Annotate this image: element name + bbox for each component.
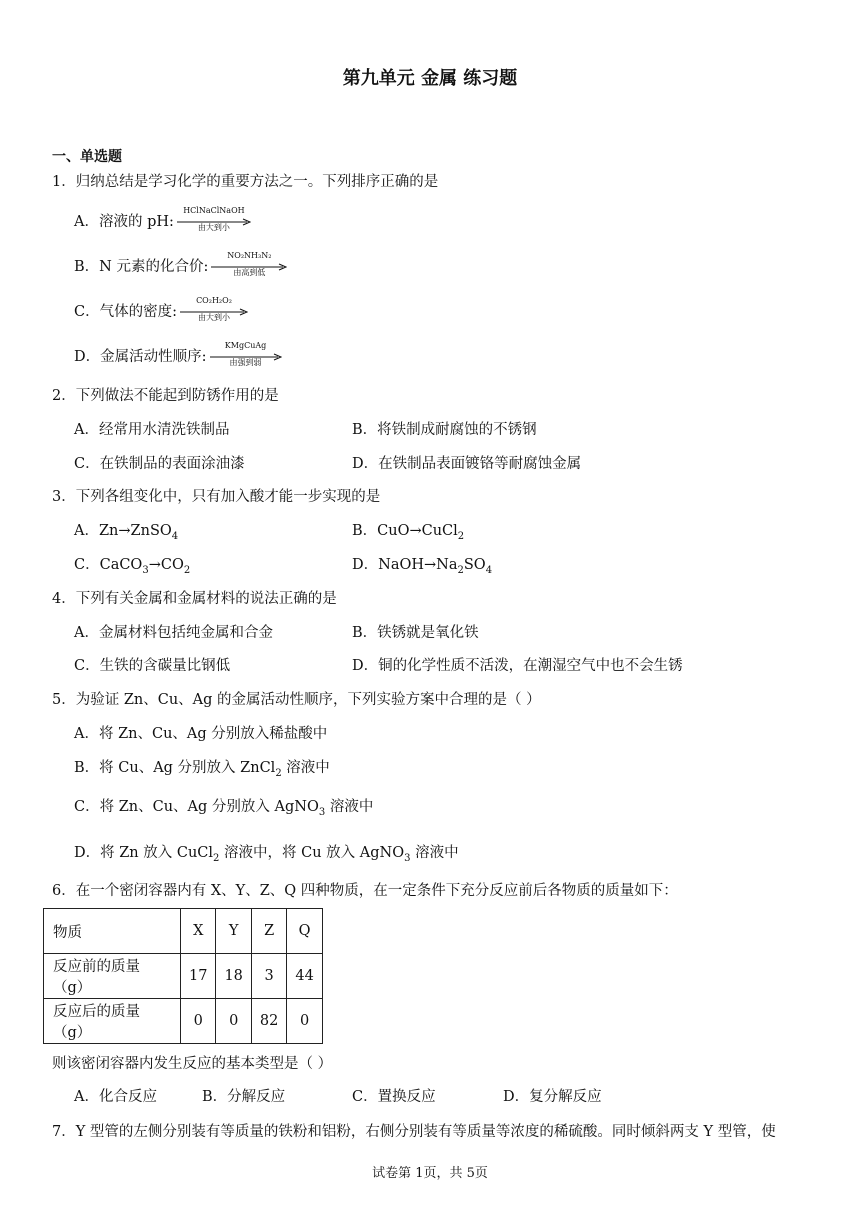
arrow-bottom-text: 由强到弱: [229, 358, 262, 367]
q1-option-b-label: B．N 元素的化合价:: [74, 259, 209, 275]
q1-option-c-label: C．气体的密度:: [74, 304, 177, 320]
table-cell: 0: [287, 999, 322, 1044]
q4-option-c: C．生铁的含碳量比钢低: [74, 658, 231, 674]
arrow-top-text: HClNaClNaOH: [183, 206, 245, 215]
table-cell: 18: [216, 954, 251, 999]
q3-option-d: [352, 555, 492, 575]
q4-option-b: B．铁锈就是氧化铁: [352, 625, 479, 641]
mass-table: [43, 908, 323, 1044]
question-1-stem: 1．归纳总结是学习化学的重要方法之一。下列排序正确的是: [52, 174, 439, 190]
table-cell: X: [181, 909, 216, 954]
table-row: [44, 909, 323, 954]
table-cell: 82: [251, 999, 286, 1044]
reaction-arrow-icon: [180, 296, 248, 322]
q1-option-d: [74, 341, 282, 367]
q5-b-text: B．将 Cu、Ag 分别放入 ZnCl: [74, 760, 276, 776]
q3-c-text: →CO: [148, 557, 184, 573]
q5-option-b: [74, 758, 330, 778]
q5-d-text: 溶液中，将 Cu 放入 AgNO: [219, 845, 405, 861]
q3-option-c: [74, 555, 190, 575]
q3-d-text: SO: [463, 557, 486, 573]
section-heading: 一、单选题: [52, 149, 122, 165]
page-footer: 试卷第 1页，共 5页: [372, 1166, 488, 1181]
reaction-arrow-icon: [210, 341, 282, 367]
subscript: 3: [142, 564, 149, 576]
table-cell: 3: [251, 954, 286, 999]
q3-c-text: C．CaCO: [74, 557, 143, 573]
subscript: 2: [457, 564, 464, 576]
q6-option-c: C．置换反应: [352, 1089, 436, 1105]
q5-d-text: D．将 Zn 放入 CuCl: [74, 845, 214, 861]
arrow-bottom-text: 由大到小: [197, 223, 230, 232]
table-row: [44, 954, 323, 999]
q6-option-a: A．化合反应: [74, 1089, 157, 1105]
arrow-top-text: NO₂NH₃N₂: [227, 251, 272, 260]
subscript: 4: [171, 530, 179, 542]
table-cell: Y: [216, 909, 251, 954]
table-cell: 反应前的质量（g）: [44, 954, 181, 999]
q1-option-b: [74, 251, 287, 277]
reaction-arrow-icon: [211, 251, 287, 277]
q5-c-text: C．将 Zn、Cu、Ag 分别放入 AgNO: [74, 799, 319, 815]
table-cell: 17: [181, 954, 216, 999]
table-cell: 物质: [44, 909, 181, 954]
table-cell: Z: [251, 909, 286, 954]
subscript: 2: [275, 767, 282, 779]
q2-option-b: B．将铁制成耐腐蚀的不锈钢: [352, 422, 537, 438]
q3-option-a: [74, 521, 178, 541]
question-3-stem: 3．下列各组变化中，只有加入酸才能一步实现的是: [52, 489, 381, 505]
q1-option-c: [74, 296, 248, 322]
q4-option-a: A．金属材料包括纯金属和合金: [74, 625, 273, 641]
reaction-arrow-icon: [177, 206, 251, 232]
subscript: 2: [457, 530, 465, 542]
arrow-top-text: CO₂H₂O₂: [196, 296, 232, 305]
subscript: 2: [213, 852, 220, 864]
q5-b-text: 溶液中: [281, 760, 330, 776]
q6-option-b: B．分解反应: [202, 1089, 286, 1105]
subscript: 3: [404, 852, 411, 864]
subscript: 3: [318, 806, 326, 818]
q5-d-text: 溶液中: [410, 845, 459, 861]
q1-option-a-label: A．溶液的 pH:: [74, 214, 174, 230]
q3-a-text: A．Zn→ZnSO: [74, 523, 172, 539]
table-cell: 反应后的质量（g）: [44, 999, 181, 1044]
question-6-stem: 6．在一个密闭容器内有 X、Y、Z、Q 四种物质，在一定条件下充分反应前后各物质的质量如下：: [52, 883, 678, 899]
table-cell: 44: [287, 954, 322, 999]
q1-option-a: [74, 206, 251, 232]
q6-follow-up: 则该密闭容器内发生反应的基本类型是（ ）: [52, 1056, 333, 1072]
q3-b-text: B．CuO→CuCl: [352, 523, 458, 539]
question-5-stem: 5．为验证 Zn、Cu、Ag 的金属活动性顺序，下列实验方案中合理的是（ ）: [52, 692, 541, 708]
page-title: 第九单元 金属 练习题: [342, 68, 518, 89]
arrow-top-text: KMgCuAg: [224, 341, 267, 350]
q2-option-a: A．经常用水清洗铁制品: [74, 422, 230, 438]
q3-option-b: [352, 521, 464, 541]
subscript: 4: [485, 564, 493, 576]
q1-option-d-label: D．金属活动性顺序:: [74, 349, 207, 365]
q5-option-c: [74, 797, 373, 817]
q2-option-d: D．在铁制品表面镀铬等耐腐蚀金属: [352, 456, 582, 472]
table-cell: 0: [216, 999, 251, 1044]
q5-option-d: [74, 843, 459, 863]
arrow-bottom-text: 由高到低: [233, 268, 266, 277]
q2-option-c: C．在铁制品的表面涂油漆: [74, 456, 245, 472]
question-7-stem: 7．Y 型管的左侧分别装有等质量的铁粉和铝粉，右侧分别装有等质量等浓度的稀硫酸。同时倾斜两支 Y 型管，使: [52, 1124, 776, 1140]
question-4-stem: 4．下列有关金属和金属材料的说法正确的是: [52, 591, 337, 607]
q6-option-d: D．复分解反应: [503, 1089, 602, 1105]
subscript: 2: [183, 564, 191, 576]
table-row: [44, 999, 323, 1044]
table-cell: Q: [287, 909, 322, 954]
q5-c-text: 溶液中: [325, 799, 374, 815]
q3-d-text: D．NaOH→Na: [352, 557, 458, 573]
arrow-bottom-text: 由大到小: [197, 313, 230, 322]
table-cell: 0: [181, 999, 216, 1044]
question-2-stem: 2．下列做法不能起到防锈作用的是: [52, 388, 279, 404]
q4-option-d: D．铜的化学性质不活泼，在潮湿空气中也不会生锈: [352, 658, 683, 674]
q5-option-a: A．将 Zn、Cu、Ag 分别放入稀盐酸中: [74, 726, 328, 742]
